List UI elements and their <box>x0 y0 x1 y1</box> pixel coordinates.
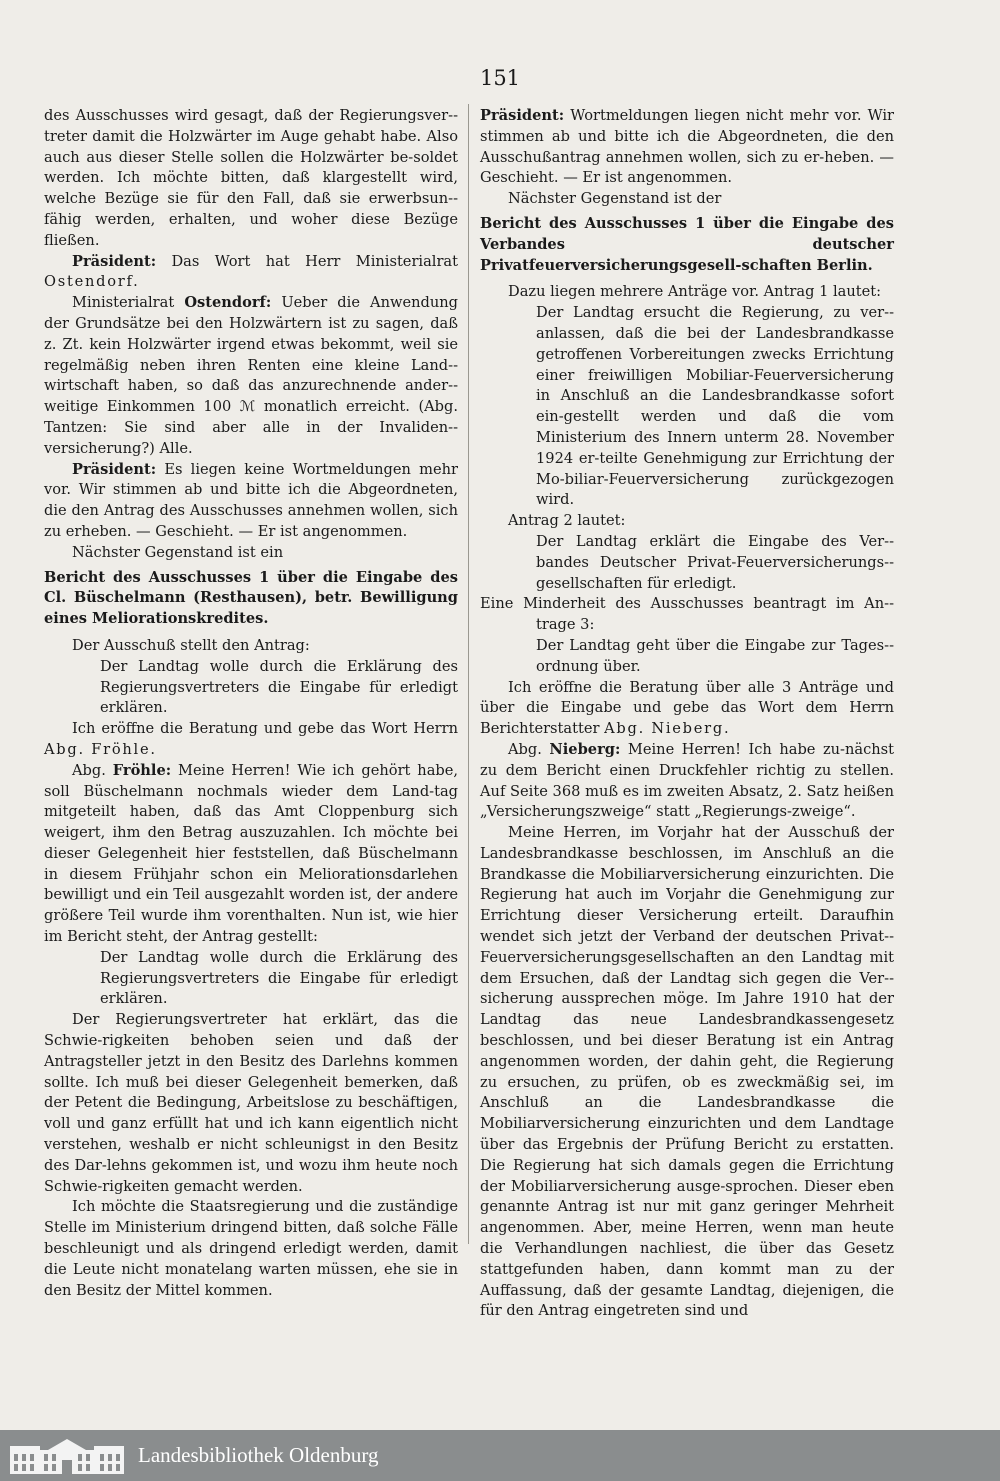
paragraph-text: Ich eröffne die Beratung und gebe das Wort Herrn <box>72 720 458 738</box>
paragraph <box>480 511 894 532</box>
paragraph-text: Meine Herren! Wie ich gehört habe, soll Büschelmann nochmals wieder dem Land-tag mitgeteilt haben, daß das Amt Cloppenburg sich weigert, ihm den Betrag auszuzahlen. Ich möchte bei dieser Gelegenheit hier feststellen, daß Büschelmann in diesem Frühjahr schon ein Meliorationsdarlehen bewilligt und ein Teil ausgezahlt worden ist, der andere größere Teil wurde ihm vorenthalten. Nun ist, wie hier im Bericht steht, der Antrag gestellt: <box>44 761 459 946</box>
speech-paragraph <box>480 106 894 189</box>
paragraph-text: Meine Herren! Ich habe zu-nächst zu dem Bericht einen Druckfehler richtig zu stellen. Auf Seite 368 muß es im zweiten Absatz, 2. Satz heißen „Versicherungszweige“ statt „Regierungs-zweige“. <box>480 740 895 821</box>
motion-text: Der Landtag wolle durch die Erklärung des Regierungsvertreters die Eingabe für erledigt erklären. <box>100 657 458 717</box>
motion-text: Der Landtag geht über die Eingabe zur Tages-ordnung über. <box>536 636 894 675</box>
speaker-reference: Ostendorf. <box>44 273 140 291</box>
paragraph-text: Der Regierungsvertreter hat erklärt, das die Schwie-rigkeiten behoben seien und daß der Antragsteller jetzt in den Besitz des Darlehns kommen sollte. Ich muß bei dieser Gelegenheit bemerken, daß der Petent die Bedingung, Arbeitslose zu beschäftigen, voll und ganz erfüllt hat und ich kann eigentlich nicht verstehen, weshalb er nicht schleunigst in den Besitz des Dar-lehns gekommen ist, und wozu ihm heute noch Schwie-rigkeiten gemacht werden. <box>44 1011 458 1195</box>
paragraph <box>44 1197 458 1301</box>
speaker-name: Nieberg: <box>549 740 621 758</box>
paragraph <box>480 823 894 1322</box>
motion-text: Der Landtag wolle durch die Erklärung des Regierungsvertreters die Eingabe für erledigt erklären. <box>100 948 458 1008</box>
paragraph-text: Nächster Gegenstand ist ein <box>72 543 284 561</box>
speaker-name: Präsident: <box>72 252 157 270</box>
paragraph-text: Ich eröffne die Beratung über alle 3 Anträge und über die Eingabe und gebe das Wort dem Herrn Berichterstatter <box>480 678 894 738</box>
speaker-name: Fröhle: <box>112 761 172 779</box>
footer-bar <box>0 1430 1000 1481</box>
speech-paragraph <box>44 252 458 294</box>
motion-text: Der Landtag ersucht die Regierung, zu ver-anlassen, daß die bei der Landesbrandkasse getroffenen Vorbereitungen zwecks Errichtung einer freiwilligen Mobiliar-Feuerversicherung in Anschluß an die Landesbrandkasse sofort ein-gestellt werden und daß die vom Ministerium des Innern unterm 28. November 1924 er-teilte Genehmigung zur Errichtung der Mo-biliar-Feuerversicherung zurückgezogen wird. <box>536 304 894 509</box>
paragraph-text: Der Ausschuß stellt den Antrag: <box>72 636 310 654</box>
paragraph-text: Meine Herren, im Vorjahr hat der Ausschuß der Landesbrandkasse beschlossen, im Anschluß an die Brandkasse die Mobiliarversicherung einzurichten. Die Regierung hat auch im Vorjahr die Genehmigung zur Errichtung dieser Versicherung erteilt. Daraufhin wendet sich jetzt der Verband der deutschen Privat-Feuerversicherungsgesellschaften an den Landtag mit dem Ersuchen, daß der Landtag sich gegen die Ver-sicherung aussprechen möge. Im Jahre 1910 hat der Landtag das neue Landesbrandkassengesetz beschlossen, und bei dieser Beratung ist ein Antrag angenommen worden, der dahin geht, die Regierung zu ersuchen, zu prüfen, ob es zweckmäßig sei, im Anschluß an die Landesbrandkasse die Mobiliarversicherung einzurichten und dem Landtage über das Ergebnis der Prüfung Bericht zu erstatten. Die Regierung hat sich damals gegen die Errichtung der Mobiliarversicherung ausge-sprochen. Dieser eben genannte Antrag ist nur mit ganz geringer Mehrheit angenommen. Aber, meine Herren, wenn man heute die Verhandlungen nachliest, die über das Gesetz stattgefunden haben, dann kommt man zu der Auffassung, daß der gesamte Landtag, diejenigen, die für den Antrag eingetreten sind und <box>480 824 894 1320</box>
paragraph <box>480 678 894 740</box>
right-column <box>480 106 894 1322</box>
speech-paragraph <box>44 293 458 459</box>
paragraph-text: Ueber die Anwendung der Grundsätze bei den Holzwärtern ist zu sagen, daß z. Zt. kein Holzwärter irgend etwas bekommt, weil sie regelmäßig neben ihren Renten eine kleine Land-wirtschaft haben, so daß das anzurechnende ander-weitige Einkommen 100 ℳ monatlich erreicht. (Abg. Tantzen: Sie sind aber alle in der Invaliden-versicherung?) Alle. <box>44 294 459 457</box>
column-divider <box>468 104 469 1244</box>
left-column <box>44 106 458 1301</box>
library-name: Landesbibliothek Oldenburg <box>138 1443 379 1467</box>
paragraph-text: Es liegen keine Wortmeldungen mehr vor. Wir stimmen ab und bitte ich die Abgeordneten, die den Antrag des Ausschusses annehmen wollen, sich zu erheben. — Geschieht. — Er ist angenommen. <box>44 460 458 540</box>
page-number: 151 <box>479 66 521 90</box>
speaker-role: Abg. <box>508 740 542 758</box>
speaker-name: Präsident: <box>480 107 565 124</box>
agenda-heading: Bericht des Ausschusses 1 über die Eingabe des Verbandes deutscher Privatfeuerversicherungsgesell-schaften Berlin. <box>480 214 894 274</box>
speaker-role: Ministerialrat <box>72 294 175 312</box>
paragraph <box>480 282 894 303</box>
agenda-heading: Bericht des Ausschusses 1 über die Eingabe des Cl. Büschelmann (Resthausen), betr. Bewilligung eines Meliorationskredites. <box>44 568 458 628</box>
speaker-reference: Abg. Nieberg. <box>604 720 731 738</box>
paragraph-text: Ich möchte die Staatsregierung und die zuständige Stelle im Ministerium dringend bitten, daß solche Fälle beschleunigt und als dringend erledigt werden, damit die Leute nicht monatelang warten müssen, ehe sie in den Besitz der Mittel kommen. <box>44 1198 458 1299</box>
speaker-reference: Abg. Fröhle. <box>44 740 157 758</box>
paragraph: Eine Minderheit des Ausschusses beantragt im An-trage 3: <box>480 595 894 634</box>
speaker-name: Ostendorf: <box>184 294 272 312</box>
speech-paragraph <box>480 740 894 823</box>
speech-paragraph <box>44 761 458 948</box>
paragraph <box>44 543 458 564</box>
paragraph <box>44 1010 458 1197</box>
speaker-role: Abg. <box>72 761 106 779</box>
paragraph-text: Nächster Gegenstand ist der <box>508 190 722 208</box>
speaker-name: Präsident: <box>72 460 157 478</box>
paragraph-text: des Ausschusses wird gesagt, daß der Regierungsver-treter damit die Holzwärter im Auge gehabt habe. Also auch aus dieser Stelle sollen die Holzwärter be-soldet werden. Ich möchte bitten, daß klargestellt wird, welche Bezüge sie für den Fall, daß sie erwerbsun-fähig werden, erhalten, und woher diese Bezüge fließen. <box>44 107 458 249</box>
library-building-icon <box>8 1436 126 1476</box>
paragraph <box>480 189 894 210</box>
paragraph <box>44 106 458 252</box>
paragraph-text: Wortmeldungen liegen nicht mehr vor. Wir stimmen ab und bitte ich die Abgeordneten, die den Ausschußantrag annehmen wollen, sich zu er-heben. — Geschieht. — Er ist angenommen. <box>480 107 894 187</box>
paragraph-text: Antrag 2 lautet: <box>508 512 626 530</box>
paragraph <box>44 636 458 657</box>
speech-paragraph <box>44 460 458 543</box>
paragraph <box>44 719 458 761</box>
paragraph-text: Dazu liegen mehrere Anträge vor. Antrag 1 lautet: <box>508 283 882 301</box>
paragraph-text: Das Wort hat Herr Ministerialrat <box>171 252 458 270</box>
motion-text: Der Landtag erklärt die Eingabe des Ver-bandes Deutscher Privat-Feuerversicherungs-gesellschaften für erledigt. <box>536 532 894 592</box>
